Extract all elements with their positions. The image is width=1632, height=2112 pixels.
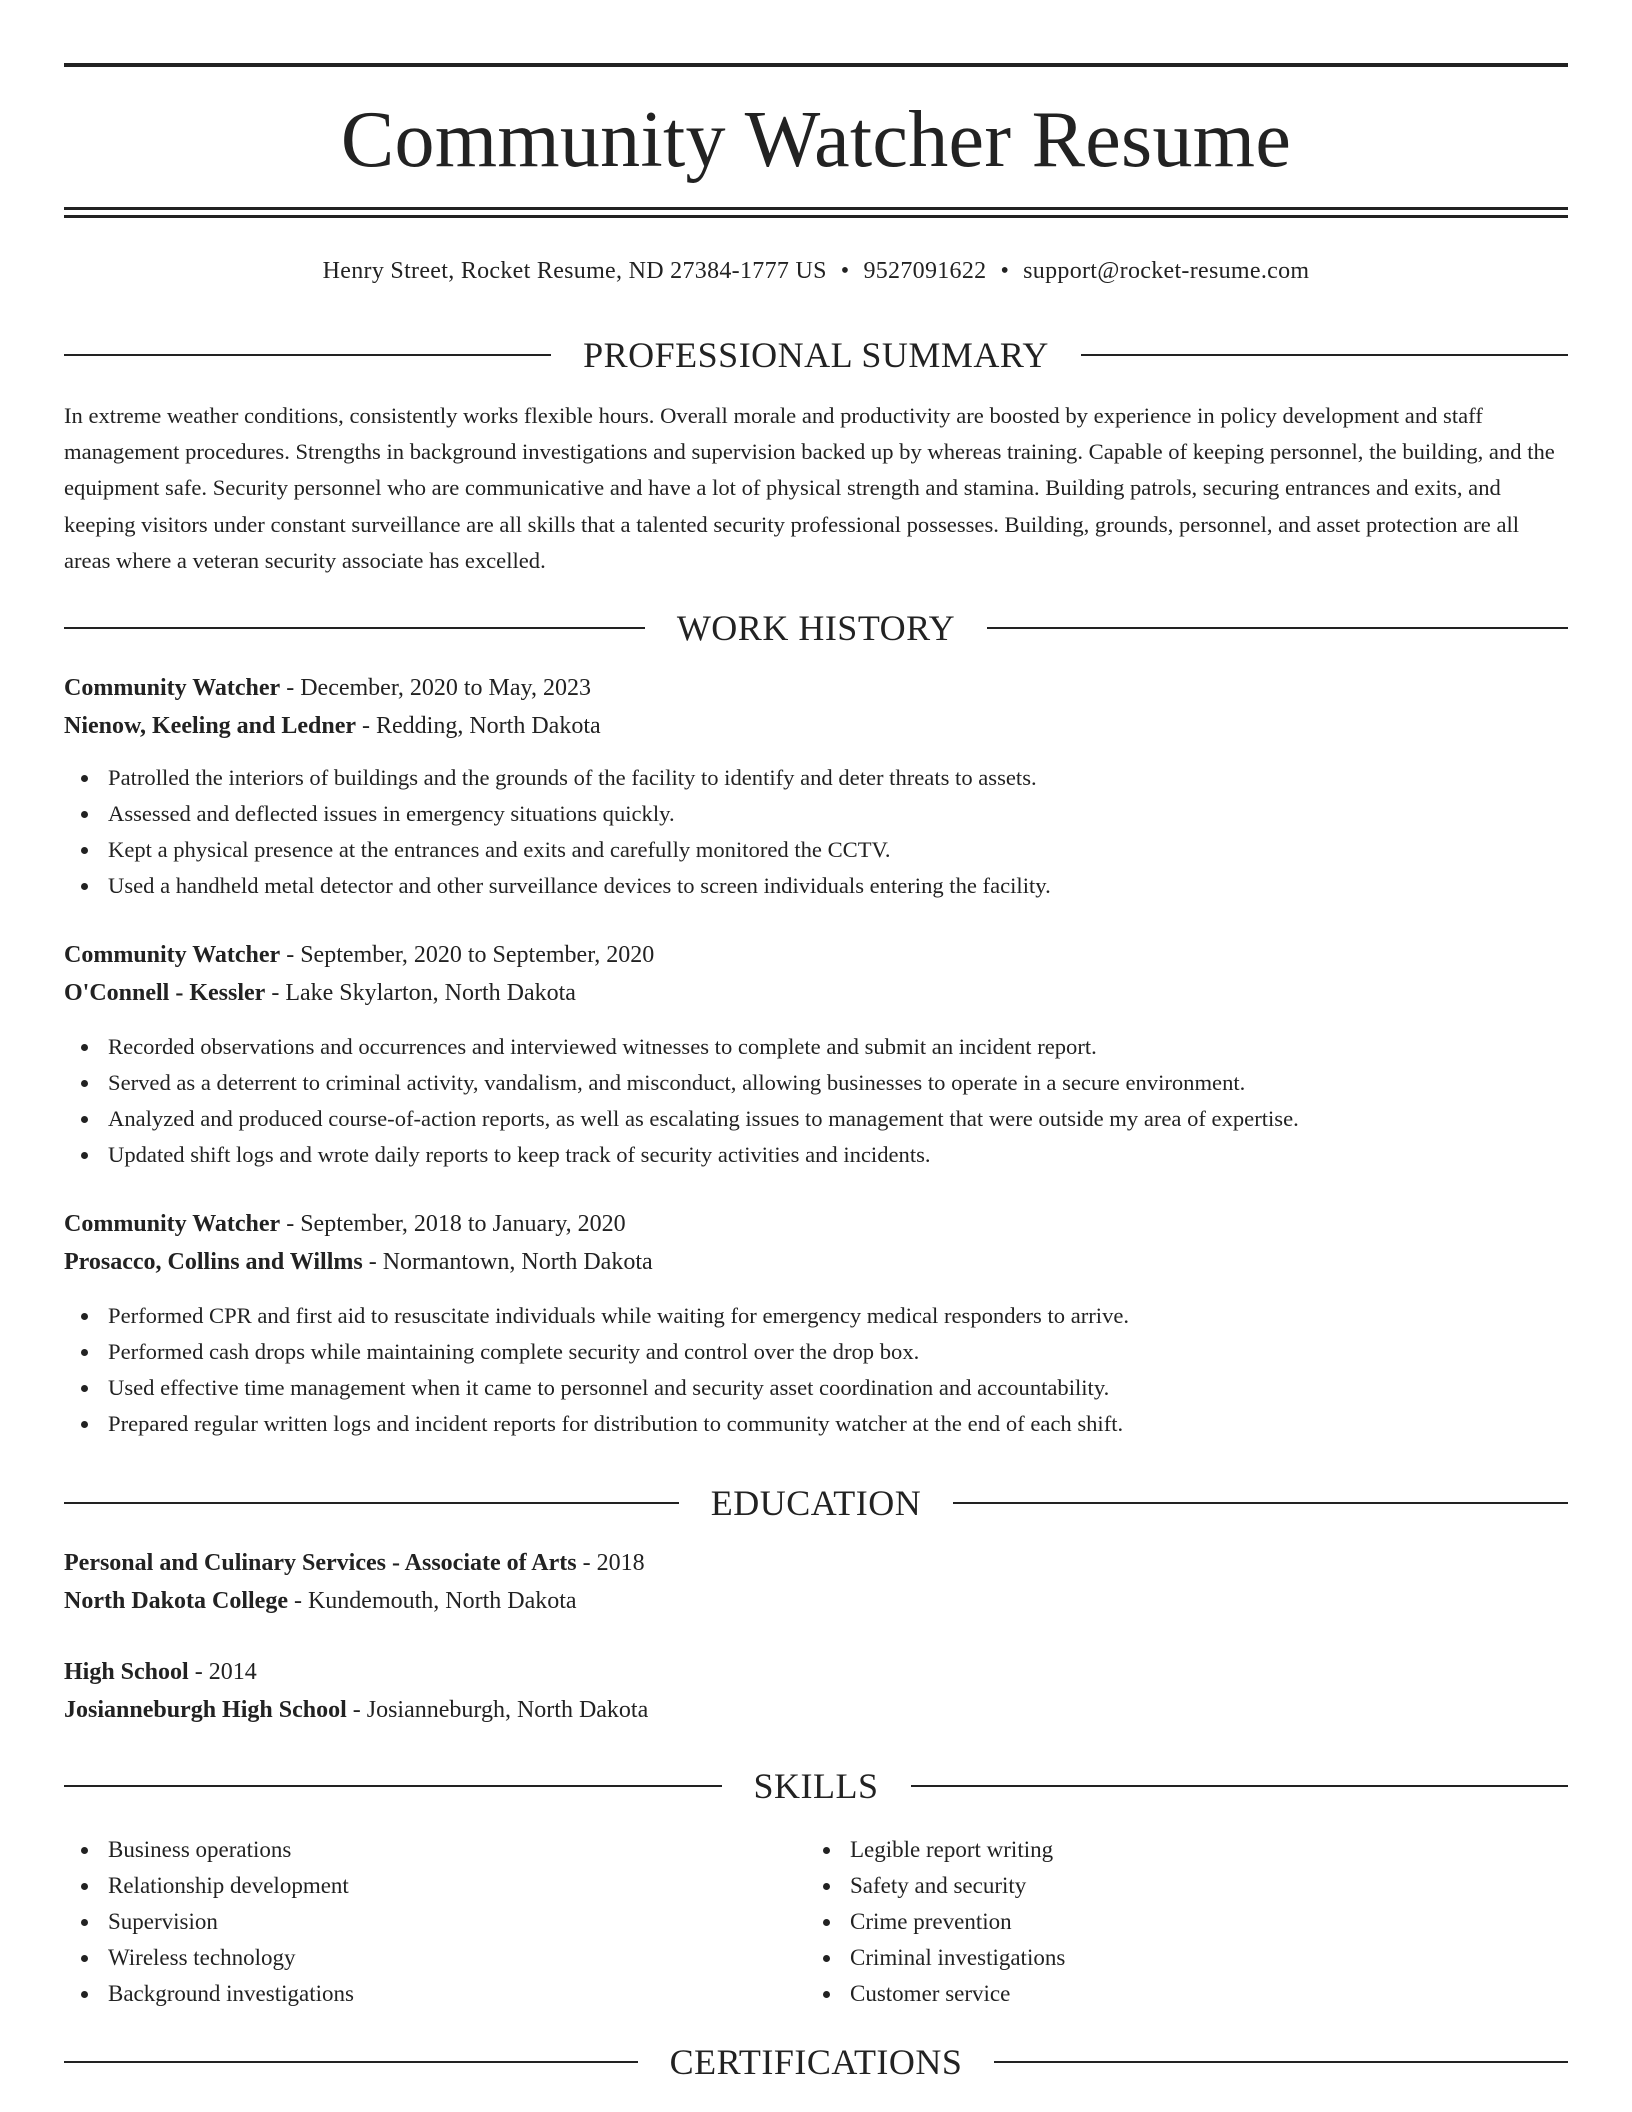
title-double-rule-bottom (64, 215, 1568, 218)
section-heading-summary (64, 333, 1568, 377)
job-bullet-list (64, 1029, 1568, 1173)
job-employer-line (64, 974, 1568, 1012)
education-entry (64, 1544, 1568, 1620)
education-location: - Josianneburgh, North Dakota (346, 1697, 649, 1723)
job-dates: - December, 2020 to May, 2023 (280, 675, 591, 701)
heading-rule-right (994, 2061, 1568, 2063)
contact-address: Henry Street, Rocket Resume, ND 27384-1777 US (322, 258, 827, 284)
job-role: Community Watcher (64, 942, 281, 968)
job-bullet-list (64, 760, 1568, 904)
resume-title: Community Watcher Resume (340, 96, 1292, 184)
job-employer: Prosacco, Collins and Willms (64, 1249, 363, 1275)
list-item: Updated shift logs and wrote daily reports to keep track of security activities and incidents. (64, 1137, 1568, 1173)
skill-item: Customer service (806, 1976, 1548, 2012)
heading-rule-right (953, 1502, 1568, 1504)
heading-rule-left (64, 627, 645, 629)
section-title: PROFESSIONAL SUMMARY (583, 335, 1049, 375)
education-school-line (64, 1691, 1568, 1729)
separator-dot: • (840, 258, 850, 284)
skill-item: Crime prevention (806, 1904, 1548, 1940)
skill-item: Wireless technology (64, 1940, 806, 1976)
job-employer: Nienow, Keeling and Ledner (64, 713, 357, 739)
education-entry (64, 1653, 1568, 1729)
job-bullet-list (64, 1298, 1568, 1442)
heading-rule-left (64, 1502, 679, 1504)
section-title: EDUCATION (710, 1483, 922, 1523)
education-school-line (64, 1582, 1568, 1620)
job-role: Community Watcher (64, 675, 281, 701)
job-title-line (64, 669, 1568, 707)
section-title: CERTIFICATIONS (669, 2042, 963, 2082)
resume-page (64, 0, 1568, 2112)
heading-rule-right (987, 627, 1568, 629)
list-item: Recorded observations and occurrences and interviewed witnesses to complete and submit an incident report. (64, 1029, 1568, 1065)
top-rule (64, 63, 1568, 67)
education-school: Josianneburgh High School (64, 1697, 347, 1723)
section-title: SKILLS (753, 1766, 879, 1806)
job-entry (64, 1205, 1568, 1281)
list-item: Analyzed and produced course-of-action reports, as well as escalating issues to management that were outside my area of expertise. (64, 1101, 1568, 1137)
job-employer-line (64, 1243, 1568, 1281)
heading-rule-left (64, 354, 551, 356)
heading-rule-right (911, 1785, 1569, 1787)
section-heading-certifications (64, 2040, 1568, 2084)
job-location: - Lake Skylarton, North Dakota (265, 980, 576, 1006)
education-year: - 2018 (576, 1550, 645, 1576)
skill-item: Background investigations (64, 1976, 806, 2012)
skills-list-right (806, 1832, 1548, 2012)
heading-rule-right (1081, 354, 1568, 356)
section-heading-education (64, 1481, 1568, 1525)
skills-list-left (64, 1832, 806, 2012)
job-location: - Normantown, North Dakota (362, 1249, 653, 1275)
section-heading-skills (64, 1764, 1568, 1808)
skill-item: Criminal investigations (806, 1940, 1548, 1976)
list-item: Prepared regular written logs and incident reports for distribution to community watcher at the end of each shift. (64, 1406, 1568, 1442)
skill-item: Relationship development (64, 1868, 806, 1904)
education-degree: High School (64, 1659, 189, 1685)
list-item: Assessed and deflected issues in emergency situations quickly. (64, 796, 1568, 832)
job-entry (64, 936, 1568, 1012)
skills-columns (64, 1832, 1568, 2012)
job-location: - Redding, North Dakota (356, 713, 601, 739)
contact-email: support@rocket-resume.com (1023, 258, 1310, 284)
title-double-rule-top (64, 207, 1568, 210)
list-item: Used a handheld metal detector and other surveillance devices to screen individuals entering the facility. (64, 868, 1568, 904)
heading-rule-left (64, 1785, 722, 1787)
job-dates: - September, 2018 to January, 2020 (280, 1211, 626, 1237)
summary-paragraph: In extreme weather conditions, consistently works flexible hours. Overall morale and productivity are boosted by experience in policy development and staff management procedures. Strengths in background investigations and supervision backed up by whereas training. Capable of keeping personnel, the building, and the equipment safe. Security personnel who are communicative and have a lot of physical strength and stamina. Building patrols, securing entrances and exits, and keeping visitors under constant surveillance are all skills that a talented security professional possesses. Building, grounds, personnel, and asset protection are all areas where a veteran security associate has excelled. (64, 403, 1555, 573)
skill-item: Supervision (64, 1904, 806, 1940)
section-heading-work-history (64, 606, 1568, 650)
education-school: North Dakota College (64, 1588, 288, 1614)
list-item: Patrolled the interiors of buildings and the grounds of the facility to identify and deter threats to assets. (64, 760, 1568, 796)
skill-item: Safety and security (806, 1868, 1548, 1904)
skill-item: Business operations (64, 1832, 806, 1868)
list-item: Kept a physical presence at the entrances and exits and carefully monitored the CCTV. (64, 832, 1568, 868)
education-degree: Personal and Culinary Services - Associate of Arts (64, 1550, 577, 1576)
heading-rule-left (64, 2061, 638, 2063)
education-location: - Kundemouth, North Dakota (287, 1588, 577, 1614)
list-item: Served as a deterrent to criminal activity, vandalism, and misconduct, allowing businesses to operate in a secure environment. (64, 1065, 1568, 1101)
job-employer: O'Connell - Kessler (64, 980, 266, 1006)
job-title-line (64, 936, 1568, 974)
list-item: Performed cash drops while maintaining complete security and control over the drop box. (64, 1334, 1568, 1370)
list-item: Performed CPR and first aid to resuscitate individuals while waiting for emergency medical responders to arrive. (64, 1298, 1568, 1334)
list-item: Used effective time management when it came to personnel and security asset coordination and accountability. (64, 1370, 1568, 1406)
education-year: - 2014 (188, 1659, 257, 1685)
contact-phone: 9527091622 (863, 258, 987, 284)
separator-dot: • (1000, 258, 1010, 284)
contact-line (64, 256, 1568, 286)
job-title-line (64, 1205, 1568, 1243)
job-dates: - September, 2020 to September, 2020 (280, 942, 655, 968)
section-title: WORK HISTORY (676, 608, 956, 648)
job-employer-line (64, 707, 1568, 745)
education-degree-line (64, 1544, 1568, 1582)
education-degree-line (64, 1653, 1568, 1691)
job-role: Community Watcher (64, 1211, 281, 1237)
skill-item: Legible report writing (806, 1832, 1548, 1868)
job-entry (64, 669, 1568, 745)
